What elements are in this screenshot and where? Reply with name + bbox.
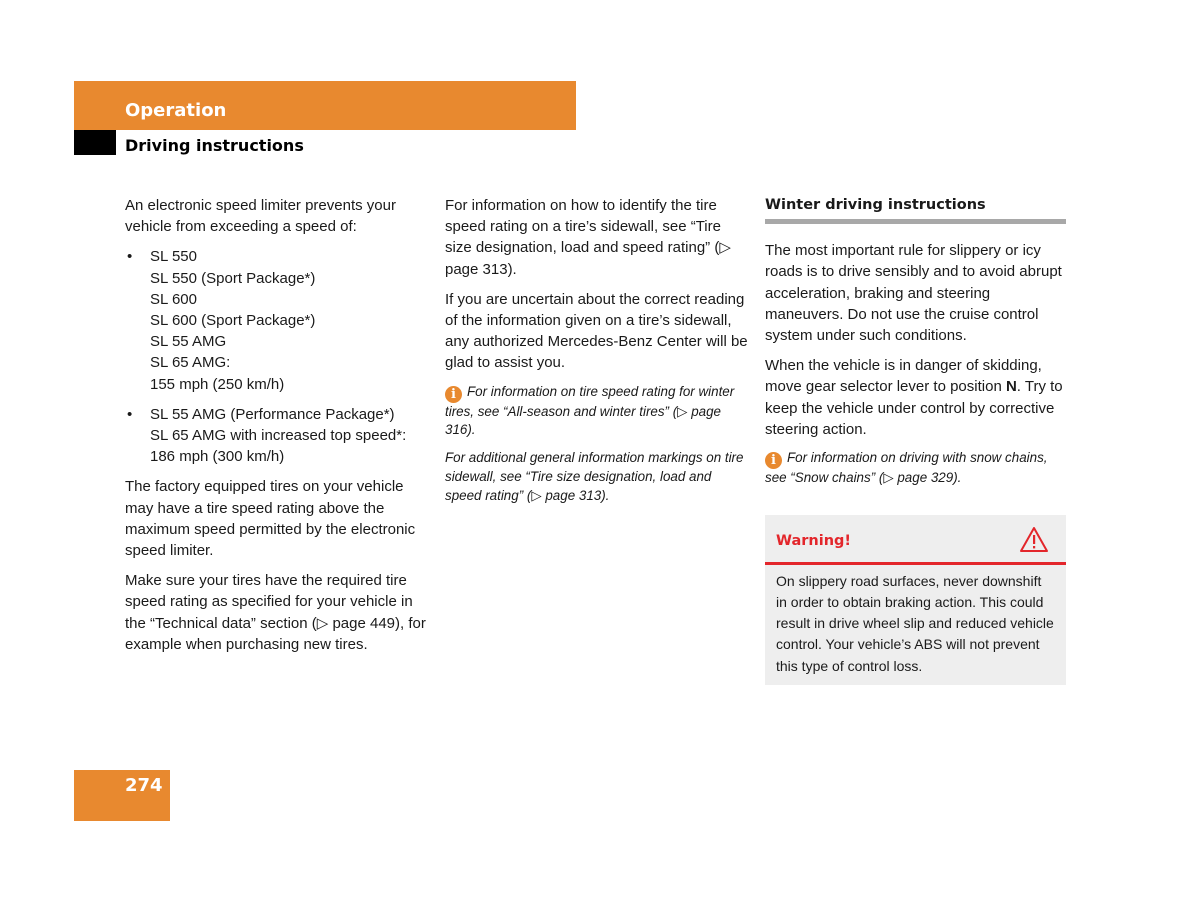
note-text: For information on tire speed rating for winter tires, see “All-season and winter tires” (▷ page 316). [445, 383, 735, 438]
info-icon: i [765, 452, 782, 469]
bullet-line: SL 55 AMG [150, 333, 227, 351]
warning-triangle-icon [1019, 526, 1049, 553]
section-marker [74, 130, 116, 155]
info-note [765, 449, 1066, 488]
column-3 [765, 195, 1066, 685]
tire-rating-paragraph: Make sure your tires have the required tire speed rating as specified for your vehicle in the “Technical data” section (▷ page 449), for example when purchasing new tires. [125, 572, 426, 653]
page-subtitle: Driving instructions [125, 136, 304, 155]
column-2 [445, 195, 750, 515]
intro-paragraph: An electronic speed limiter prevents your vehicle from exceeding a speed of: [125, 197, 396, 236]
skidding-paragraph [765, 355, 1066, 440]
bullet-line: SL 65 AMG with increased top speed*: [150, 427, 407, 445]
tires-paragraph: The factory equipped tires on your vehicle may have a tire speed rating above the maximum speed permitted by the electronic speed limiter. [125, 478, 416, 560]
info-note-continued: For additional general information markings on tire sidewall, see “Tire size designation, load and speed rating” (▷ page 313). [445, 450, 744, 503]
bullet-dot: • [127, 405, 133, 423]
note-text: For information on driving with snow chains, see “Snow chains” (▷ page 329). [765, 450, 1048, 486]
gear-position: N [1005, 378, 1017, 396]
bullet-line: SL 550 [150, 248, 197, 266]
info-icon: i [445, 386, 462, 403]
winter-rule-paragraph: The most important rule for slippery or icy roads is to drive sensibly and to avoid abrupt acceleration, braking and steering maneuvers. Do not use the cruise control system under such conditions. [765, 242, 1062, 345]
bullet-dot: • [127, 248, 133, 266]
speed-rating-paragraph: For information on how to identify the tire speed rating on a tire’s sidewall, see “Tire size designation, load and speed rating” (▷ page 313). [445, 197, 731, 278]
info-note [445, 383, 750, 441]
skidding-text: When the vehicle is in danger of skidding, move gear selector lever to position [765, 357, 1042, 396]
warning-box [765, 515, 1066, 685]
bullet-line: SL 600 [150, 290, 197, 308]
bullet-line: SL 600 (Sport Package*) [150, 312, 316, 330]
assistance-paragraph: If you are uncertain about the correct reading of the information given on a tire’s sidewall, any authorized Mercedes-Benz Center will be glad to assist you. [445, 290, 748, 372]
skidding-text-end: . Try to keep the vehicle under control by corrective steering action. [765, 378, 1063, 438]
section-title: Operation [125, 100, 227, 121]
bullet-item [125, 246, 430, 394]
warning-header [765, 515, 1066, 565]
warning-label: Warning! [776, 532, 852, 549]
section-heading: Winter driving instructions [765, 195, 1066, 224]
warning-text: On slippery road surfaces, never downshift in order to obtain braking action. This could result in drive wheel slip and reduced vehicle control. Your vehicle’s ABS will not prevent this type of control loss. [776, 572, 1054, 674]
bullet-item [125, 404, 430, 468]
page-number: 274 [125, 775, 163, 796]
bullet-line: SL 65 AMG: [150, 354, 231, 372]
bullet-line: SL 550 (Sport Package*) [150, 269, 316, 287]
column-1 [125, 195, 430, 664]
bullet-line: SL 55 AMG (Performance Package*) [150, 405, 395, 423]
bullet-line: 186 mph (300 km/h) [150, 448, 285, 466]
bullet-line: 155 mph (250 km/h) [150, 375, 285, 393]
